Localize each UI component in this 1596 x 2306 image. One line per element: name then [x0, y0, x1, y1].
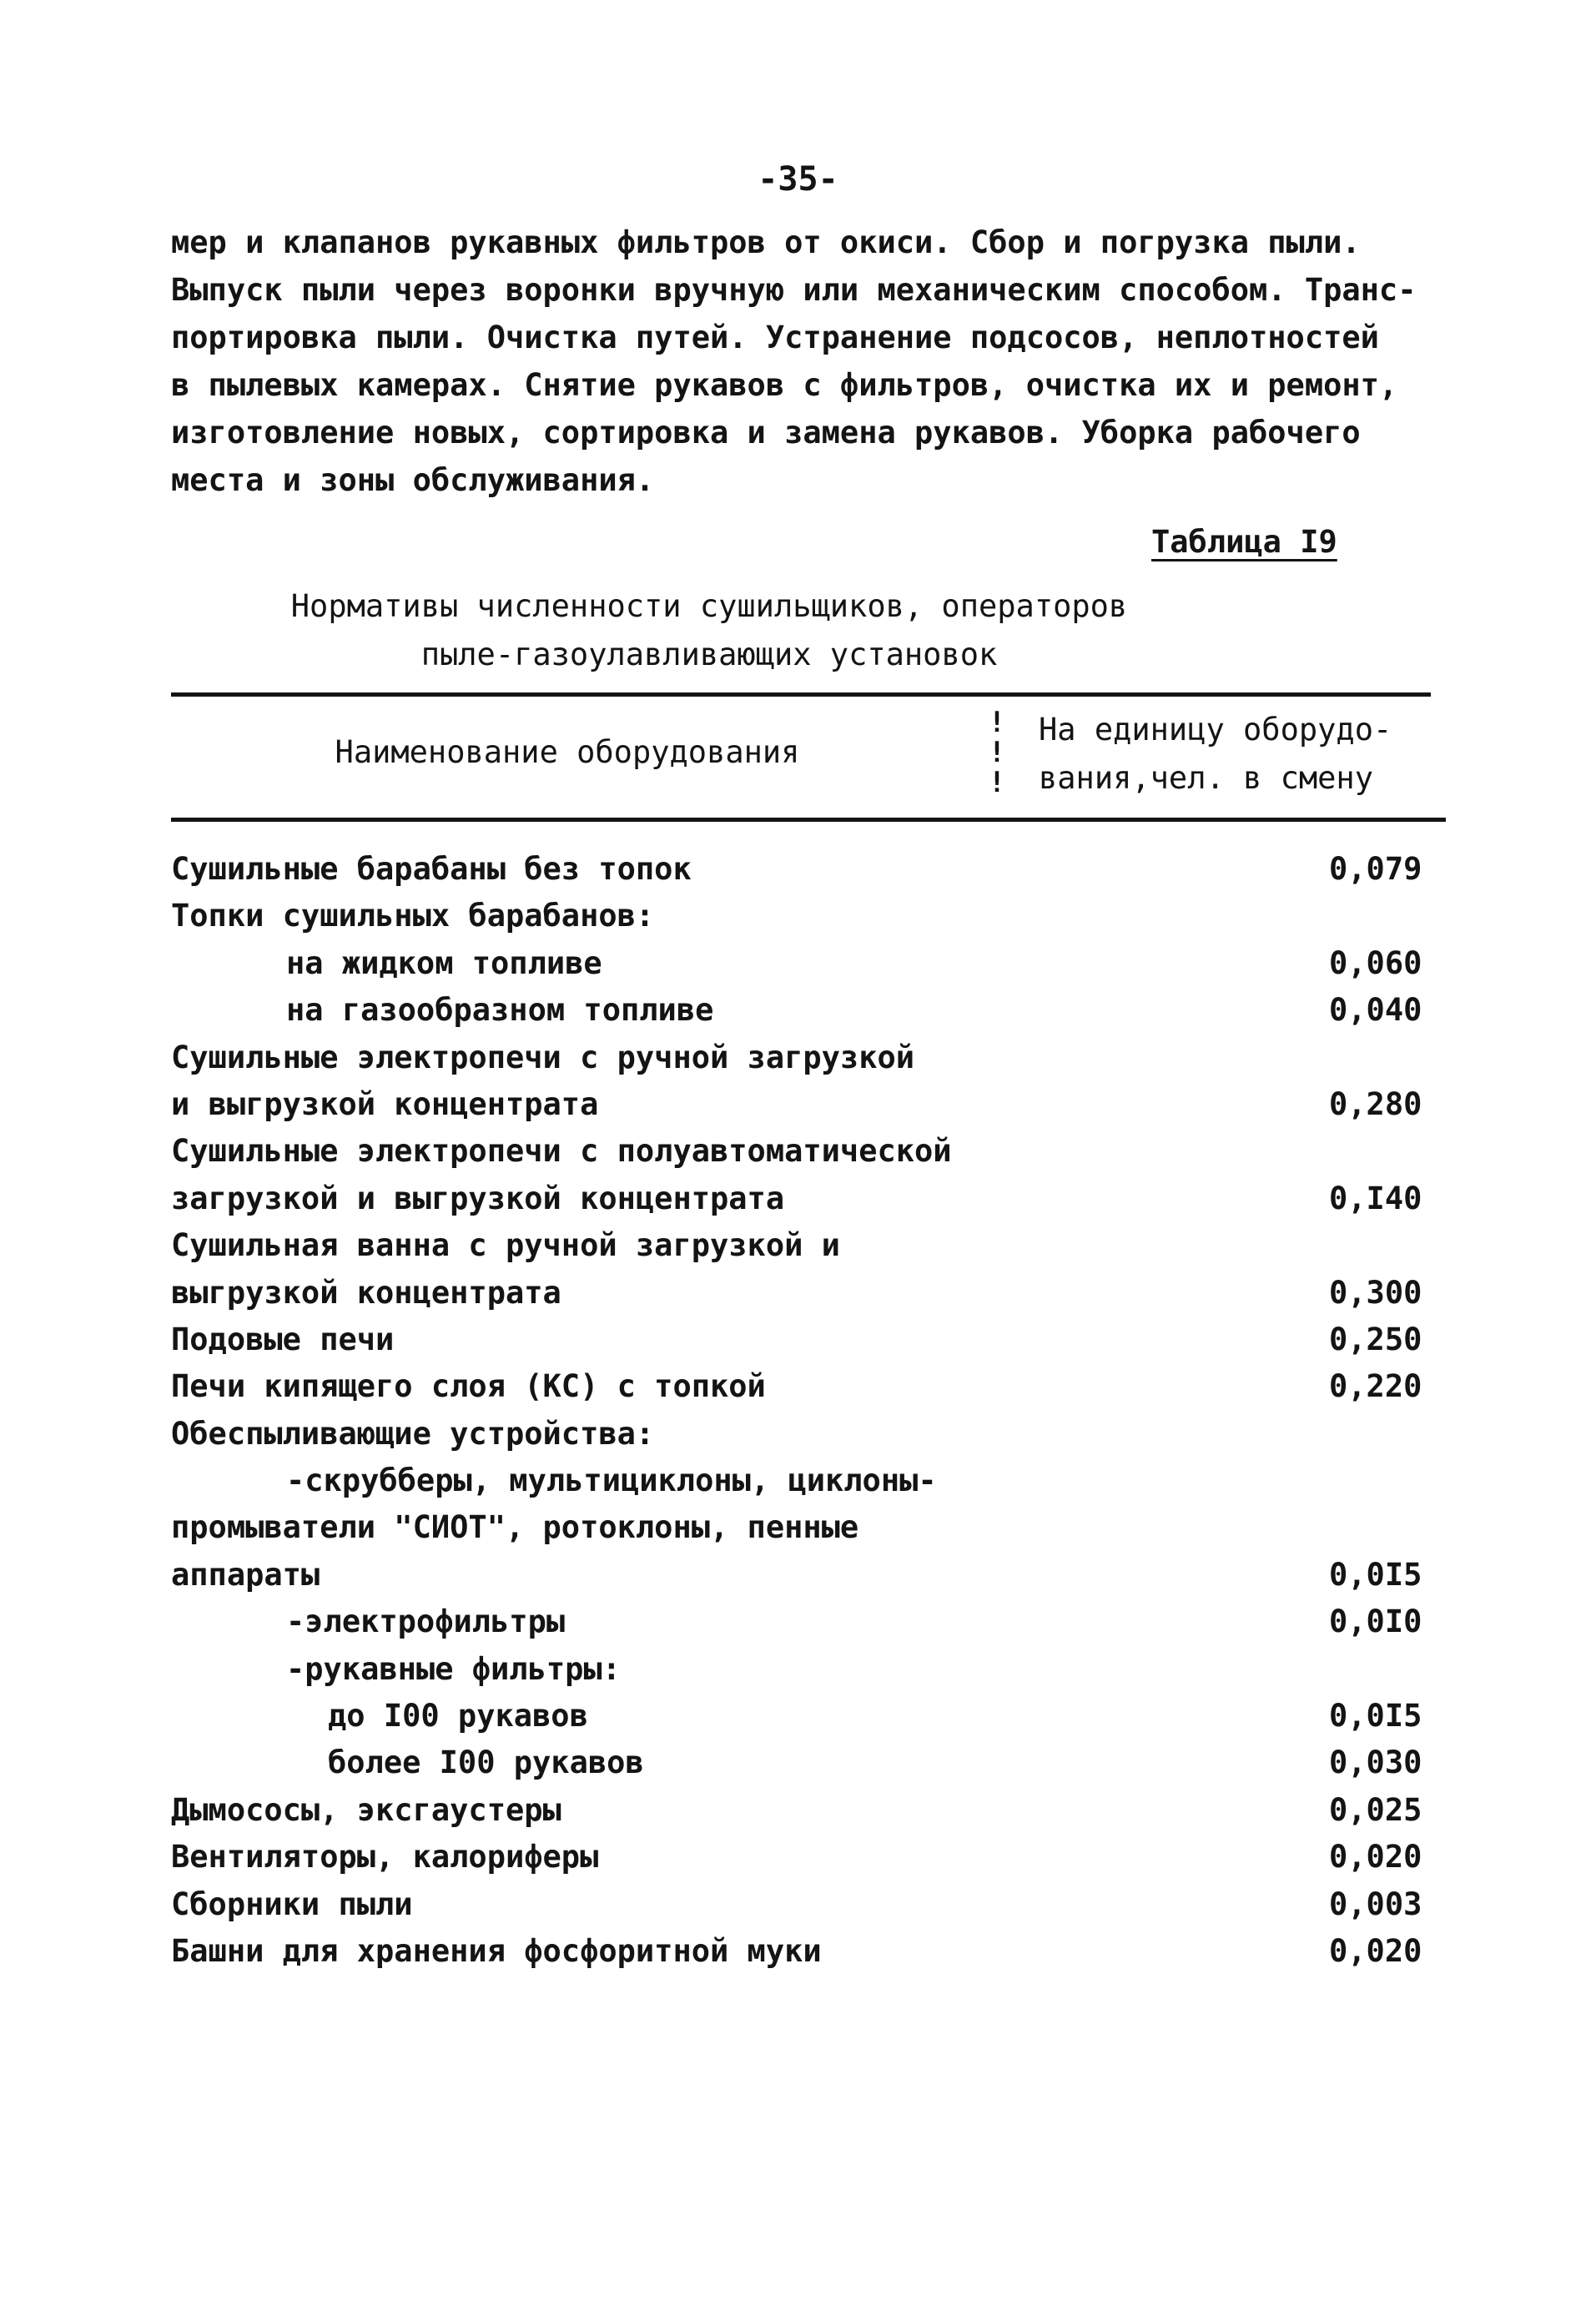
norm-value: 0,003 — [1329, 1886, 1422, 1922]
table-row — [171, 1787, 1456, 1834]
norm-value: 0,I40 — [1329, 1180, 1422, 1216]
intro-line: портировка пыли. Очистка путей. Устранение подсосов, неплотностей — [171, 320, 1379, 355]
table-body — [171, 846, 1456, 1975]
table-label: Таблица I9 — [1151, 524, 1337, 560]
intro-line: мер и клапанов рукавных фильтров от окиси. Сбор и погрузка пыли. — [171, 224, 1361, 260]
equipment-name: Сушильные барабаны без топок — [171, 851, 692, 887]
equipment-name: Топки сушильных барабанов: — [171, 898, 655, 934]
norm-value: 0,0I0 — [1329, 1604, 1422, 1640]
header-norm-per-unit — [1039, 706, 1456, 803]
header-norm-line: На единицу оборудо- — [1039, 712, 1392, 748]
norm-value: 0,250 — [1329, 1321, 1422, 1357]
table-row — [171, 1128, 1456, 1175]
norm-value: 0,025 — [1329, 1791, 1422, 1828]
norm-value: 0,300 — [1329, 1274, 1422, 1311]
equipment-name: -скрубберы, мультициклоны, циклоны- — [286, 1463, 937, 1499]
page-number: -35- — [758, 160, 838, 199]
table-row — [171, 1928, 1456, 1975]
table-row — [171, 1599, 1456, 1645]
equipment-name: Сушильные электропечи с полуавтоматической — [171, 1133, 952, 1170]
table-row — [171, 1270, 1456, 1317]
table-title — [167, 582, 1251, 679]
header-norm-line: вания,чел. в смену — [1039, 760, 1373, 796]
intro-line: изготовление новых, сортировка и замена рукавов. Уборка рабочего — [171, 415, 1361, 451]
table-row — [171, 1035, 1456, 1081]
table-row — [171, 1363, 1456, 1410]
equipment-name: Сушильная ванна с ручной загрузкой и — [171, 1227, 840, 1264]
equipment-name: аппараты — [171, 1556, 320, 1593]
table-row — [171, 1693, 1456, 1740]
norm-value: 0,280 — [1329, 1085, 1422, 1122]
equipment-name: и выгрузкой концентрата — [171, 1085, 599, 1122]
table-row — [171, 1834, 1456, 1881]
norm-value: 0,0I5 — [1329, 1698, 1422, 1735]
norm-value: 0,030 — [1329, 1745, 1422, 1781]
norm-value: 0,020 — [1329, 1839, 1422, 1876]
intro-line: места и зоны обслуживания. — [171, 462, 655, 498]
equipment-name: выгрузкой концентрата — [171, 1274, 561, 1311]
table-row — [171, 1552, 1456, 1599]
intro-paragraph — [171, 219, 1456, 504]
header-equipment-name: Наименование оборудования — [335, 734, 800, 770]
intro-line: Выпуск пыли через воронки вручную или механическим способом. Транс- — [171, 272, 1417, 308]
table-row — [171, 1504, 1456, 1551]
table-title-line: Нормативы численности сушильщиков, операторов — [290, 588, 1128, 624]
equipment-name: на жидком топливе — [286, 944, 602, 981]
table-row — [171, 893, 1456, 939]
table-row — [171, 1646, 1456, 1693]
table-row — [171, 987, 1456, 1034]
equipment-name: -электрофильтры — [286, 1604, 566, 1640]
table-header-rule — [171, 818, 1446, 822]
equipment-name: Вентиляторы, калориферы — [171, 1839, 599, 1876]
equipment-name: Печи кипящего слоя (КС) с топкой — [171, 1368, 766, 1405]
table-row — [171, 1881, 1456, 1928]
header-column-separator: ! ! ! — [988, 706, 1006, 799]
equipment-name: до I00 рукавов — [328, 1698, 588, 1735]
equipment-name: Сушильные электропечи с ручной загрузкой — [171, 1039, 915, 1075]
table-row — [171, 1081, 1456, 1128]
norm-value: 0,079 — [1329, 851, 1422, 887]
norm-value: 0,0I5 — [1329, 1556, 1422, 1593]
table-row — [171, 1411, 1456, 1458]
norm-value: 0,020 — [1329, 1932, 1422, 1969]
table-row — [171, 1176, 1456, 1222]
table-row — [171, 1458, 1456, 1504]
table-row — [171, 1740, 1456, 1786]
equipment-name: загрузкой и выгрузкой концентрата — [171, 1180, 785, 1216]
equipment-name: -рукавные фильтры: — [286, 1650, 621, 1687]
equipment-name: Башни для хранения фосфоритной муки — [171, 1932, 822, 1969]
table-row — [171, 1317, 1456, 1363]
intro-line: в пылевых камерах. Снятие рукавов с фильтров, очистка их и ремонт, — [171, 367, 1398, 403]
table-row — [171, 846, 1456, 893]
equipment-name: Сборники пыли — [171, 1886, 413, 1922]
equipment-name: на газообразном топливе — [286, 992, 714, 1029]
table-row — [171, 1222, 1456, 1269]
norm-value: 0,040 — [1329, 992, 1422, 1029]
norm-value: 0,060 — [1329, 944, 1422, 981]
equipment-name: Дымососы, эксгаустеры — [171, 1791, 561, 1828]
equipment-name: промыватели "СИОТ", ротоклоны, пенные — [171, 1509, 859, 1546]
table-top-rule — [171, 692, 1431, 697]
table-row — [171, 940, 1456, 987]
equipment-name: Подовые печи — [171, 1321, 395, 1357]
equipment-name: Обеспыливающие устройства: — [171, 1415, 655, 1452]
norm-value: 0,220 — [1329, 1368, 1422, 1405]
equipment-name: более I00 рукавов — [328, 1745, 644, 1781]
table-title-line: пыле-газоулавливающих установок — [420, 637, 998, 672]
